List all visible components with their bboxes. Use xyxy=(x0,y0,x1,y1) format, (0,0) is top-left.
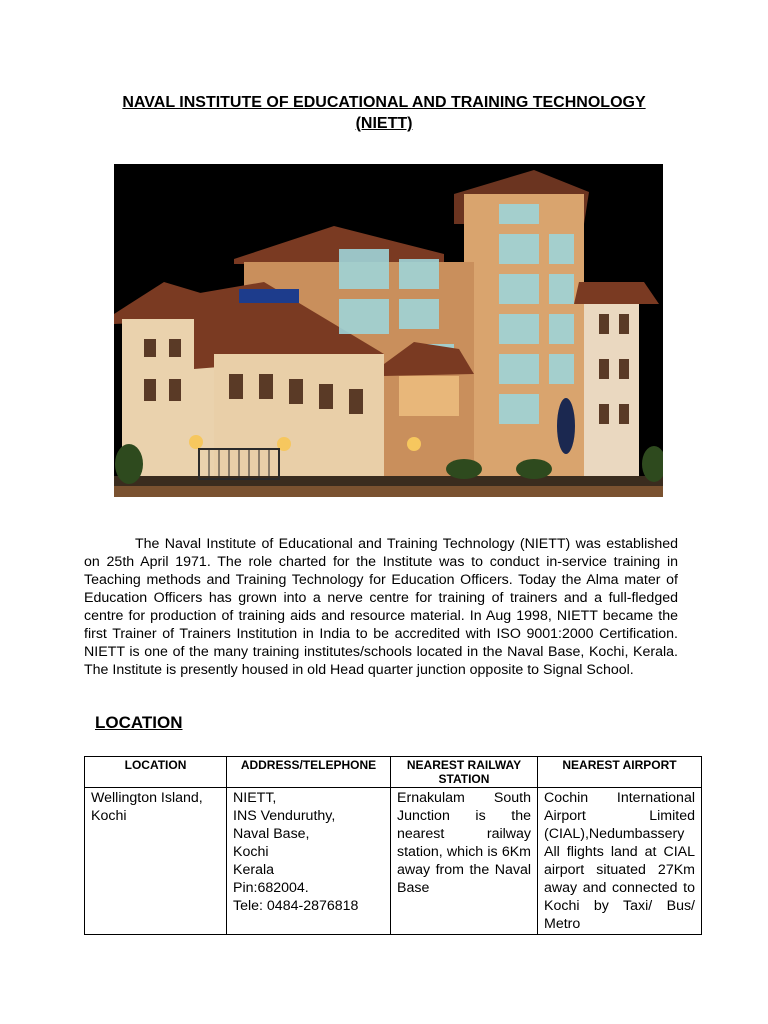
telephone: Tele: 0484-2876818 xyxy=(233,898,359,914)
header-address: ADDRESS/TELEPHONE xyxy=(227,757,391,788)
address-line: Kerala xyxy=(233,862,275,878)
title-line-1: NAVAL INSTITUTE OF EDUCATIONAL AND TRAINING TECHNOLOGY xyxy=(122,94,646,111)
location-table xyxy=(84,756,702,935)
address-line: Pin:682004. xyxy=(233,880,309,896)
intro-paragraph: The Naval Institute of Educational and Training Technology (NIETT) was established on 25th April 1971. The role charted for the Institute was to conduct in-service training in Teaching methods and Training Technology for Education Officers. Today the Alma mater of Education Officers has grown into a nerve centre for training of trainers and a full-fledged centre for production of training aids and resource material. In Aug 1998, NIETT became the first Trainer of Trainers Institution in India to be accredited with ISO 9001:2000 Certification. NIETT is one of the many training institutes/schools located in the Naval Base, Kochi, Kerala. The Institute is presently housed in old Head quarter junction opposite to Signal School. xyxy=(84,536,678,678)
location-heading: LOCATION xyxy=(95,713,183,732)
header-railway: NEAREST RAILWAY STATION xyxy=(391,757,538,788)
cell-railway: Ernakulam South Junction is the nearest railway station, which is 6Km away from the Naval Base xyxy=(391,788,538,935)
building-photo xyxy=(114,164,663,497)
address-line: INS Venduruthy, xyxy=(233,808,336,824)
table-row xyxy=(85,788,702,935)
table-header-row xyxy=(85,757,702,788)
header-location: LOCATION xyxy=(85,757,227,788)
cell-airport: Cochin International Airport Limited (CIAL),Nedumbassery All flights land at CIAL airport situated 27Km away and connected to Kochi by Taxi/ Bus/ Metro xyxy=(538,788,702,935)
address-line: Kochi xyxy=(233,844,269,860)
cell-location: Wellington Island, Kochi xyxy=(85,788,227,935)
page-title xyxy=(84,92,684,134)
header-airport: NEAREST AIRPORT xyxy=(538,757,702,788)
address-line: Naval Base, xyxy=(233,826,310,842)
cell-address xyxy=(227,788,391,935)
title-line-2: (NIETT) xyxy=(355,115,413,132)
address-line: NIETT, xyxy=(233,790,277,806)
